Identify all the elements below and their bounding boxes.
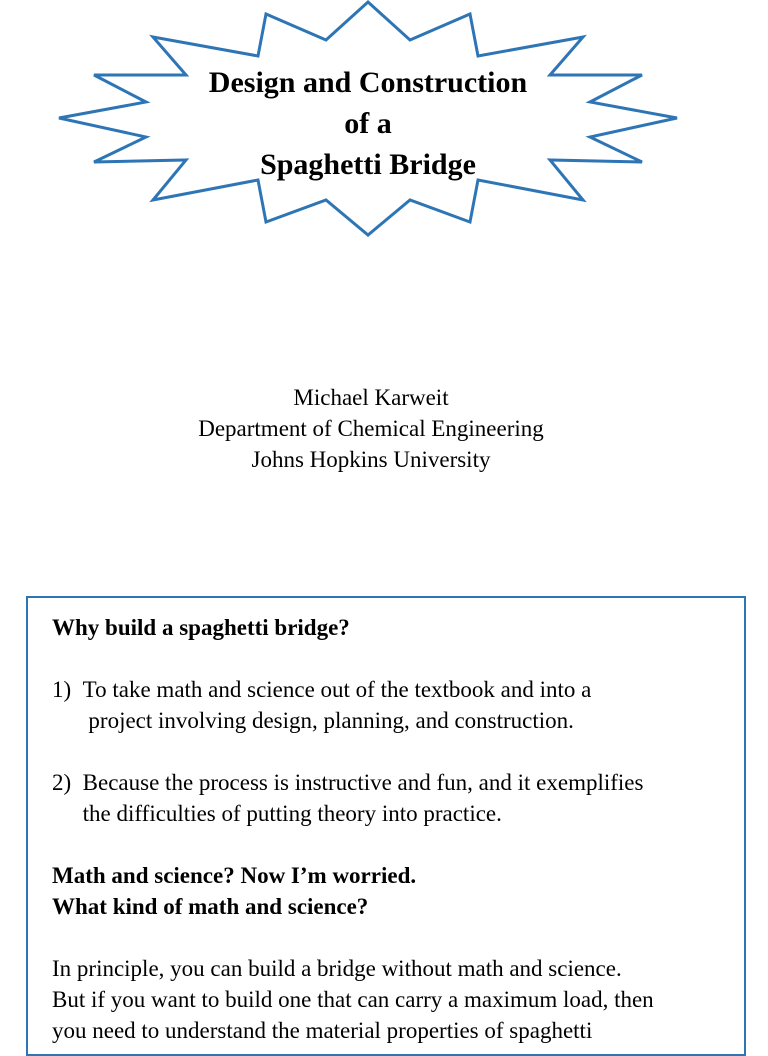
list-item-line: To take math and science out of the textbook and into a bbox=[82, 677, 592, 702]
title-line-2: of a bbox=[344, 107, 392, 140]
list-item-line: Because the process is instructive and fun, and it exemplifies bbox=[82, 770, 644, 795]
paragraph-line: you need to understand the material properties of spaghetti bbox=[52, 1018, 593, 1043]
list-item bbox=[52, 767, 732, 829]
title-line-3: Spaghetti Bridge bbox=[260, 148, 476, 181]
title-line-1: Design and Construction bbox=[208, 66, 528, 99]
author-block bbox=[0, 382, 742, 475]
list-item-line: project involving design, planning, and construction. bbox=[82, 708, 574, 733]
list-item-number: 2) bbox=[52, 770, 83, 795]
list-item bbox=[52, 674, 732, 736]
document-title bbox=[118, 62, 618, 185]
section-heading-math-line-1: Math and science? Now I’m worried. bbox=[52, 863, 417, 888]
section-heading-why: Why build a spaghetti bridge? bbox=[52, 615, 350, 640]
section-heading-math-line-2: What kind of math and science? bbox=[52, 894, 369, 919]
author-department: Department of Chemical Engineering bbox=[198, 416, 544, 441]
author-university: Johns Hopkins University bbox=[251, 447, 491, 472]
content-box-text bbox=[52, 612, 732, 1046]
list-item-line: the difficulties of putting theory into practice. bbox=[82, 801, 502, 826]
author-name: Michael Karweit bbox=[293, 385, 449, 410]
paragraph-line: In principle, you can build a bridge without math and science. bbox=[52, 956, 622, 981]
list-item-number: 1) bbox=[52, 677, 83, 702]
paragraph-line: But if you want to build one that can carry a maximum load, then bbox=[52, 987, 654, 1012]
